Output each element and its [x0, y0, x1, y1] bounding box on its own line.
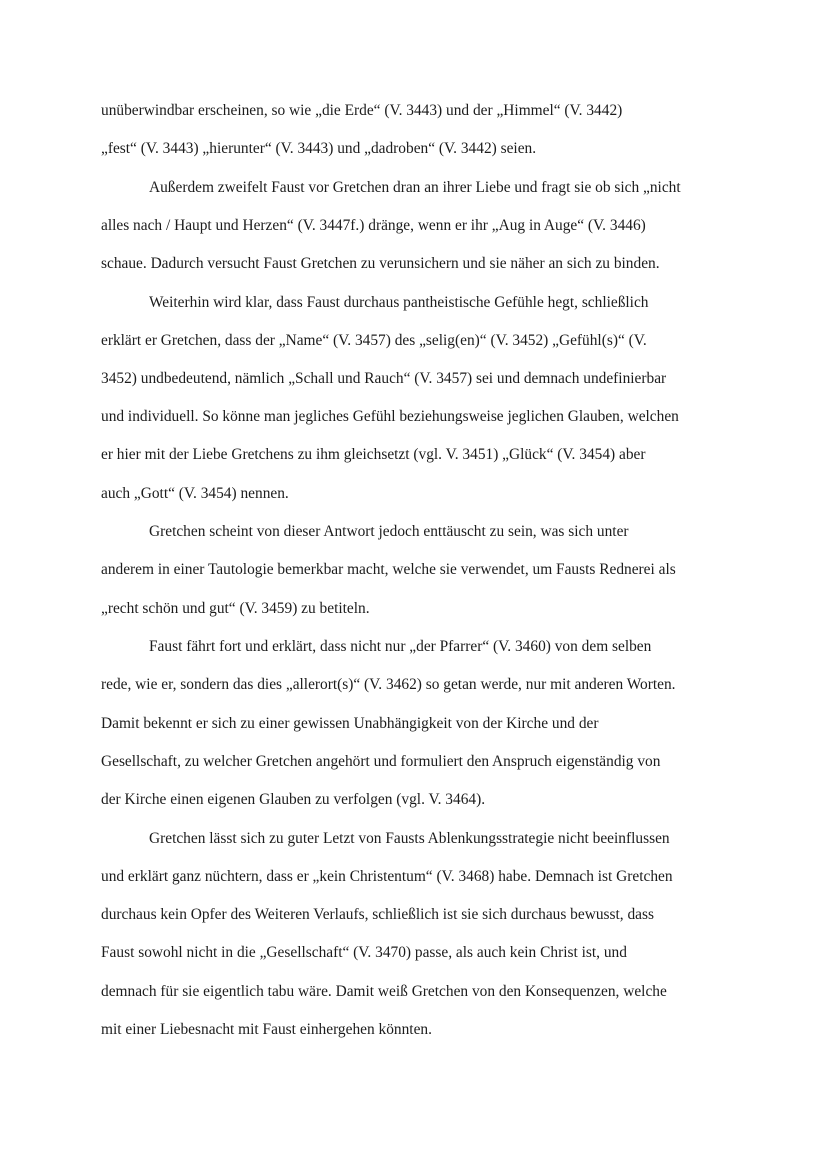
text-line: auch „Gott“ (V. 3454) nennen. [101, 485, 289, 502]
text-line: der Kirche einen eigenen Glauben zu verfolgen (vgl. V. 3464). [101, 791, 486, 808]
text-line: Gesellschaft, zu welcher Gretchen angehört und formuliert den Anspruch eigenständig von [101, 753, 661, 770]
text-line: mit einer Liebesnacht mit Faust einhergehen könnten. [101, 1021, 432, 1038]
text-line: Gretchen lässt sich zu guter Letzt von Fausts Ablenkungsstrategie nicht beeinflussen [149, 830, 670, 847]
text-line: Faust fährt fort und erklärt, dass nicht nur „der Pfarrer“ (V. 3460) von dem selben [149, 638, 652, 655]
text-line: „recht schön und gut“ (V. 3459) zu betiteln. [101, 600, 370, 617]
text-line: anderem in einer Tautologie bemerkbar macht, welche sie verwendet, um Fausts Rednerei als [101, 561, 676, 578]
text-line: demnach für sie eigentlich tabu wäre. Damit weiß Gretchen von den Konsequenzen, welche [101, 983, 667, 1000]
text-line: und erklärt ganz nüchtern, dass er „kein Christentum“ (V. 3468) habe. Demnach ist Gretchen [101, 868, 673, 885]
text-line: er hier mit der Liebe Gretchens zu ihm gleichsetzt (vgl. V. 3451) „Glück“ (V. 3454) aber [101, 446, 646, 463]
text-line: Weiterhin wird klar, dass Faust durchaus pantheistische Gefühle hegt, schließlich [149, 294, 649, 311]
text-line: durchaus kein Opfer des Weiteren Verlaufs, schließlich ist sie sich durchaus bewusst, dass [101, 906, 654, 923]
text-line: „fest“ (V. 3443) „hierunter“ (V. 3443) und „dadroben“ (V. 3442) seien. [101, 140, 537, 157]
text-line: und individuell. So könne man jegliches Gefühl beziehungsweise jeglichen Glauben, welchen [101, 408, 679, 425]
text-line: Gretchen scheint von dieser Antwort jedoch enttäuscht zu sein, was sich unter [149, 523, 629, 540]
text-line: unüberwindbar erscheinen, so wie „die Erde“ (V. 3443) und der „Himmel“ (V. 3442) [101, 102, 623, 119]
text-line: erklärt er Gretchen, dass der „Name“ (V. 3457) des „selig(en)“ (V. 3452) „Gefühl(s)“ (V. [101, 332, 647, 349]
text-line: alles nach / Haupt und Herzen“ (V. 3447f.) dränge, wenn er ihr „Aug in Auge“ (V. 3446) [101, 217, 646, 234]
text-line: rede, wie er, sondern das dies „allerort(s)“ (V. 3462) so getan werde, nur mit anderen Worten. [101, 676, 676, 693]
text-line: schaue. Dadurch versucht Faust Gretchen zu verunsichern und sie näher an sich zu binden. [101, 255, 660, 272]
text-line: Außerdem zweifelt Faust vor Gretchen dran an ihrer Liebe und fragt sie ob sich „nicht [149, 179, 681, 196]
text-line: Damit bekennt er sich zu einer gewissen Unabhängigkeit von der Kirche und der [101, 715, 599, 732]
text-line: Faust sowohl nicht in die „Gesellschaft“ (V. 3470) passe, als auch kein Christ ist, und [101, 944, 627, 961]
text-line: 3452) undbedeutend, nämlich „Schall und Rauch“ (V. 3457) sei und demnach undefinierbar [101, 370, 667, 387]
